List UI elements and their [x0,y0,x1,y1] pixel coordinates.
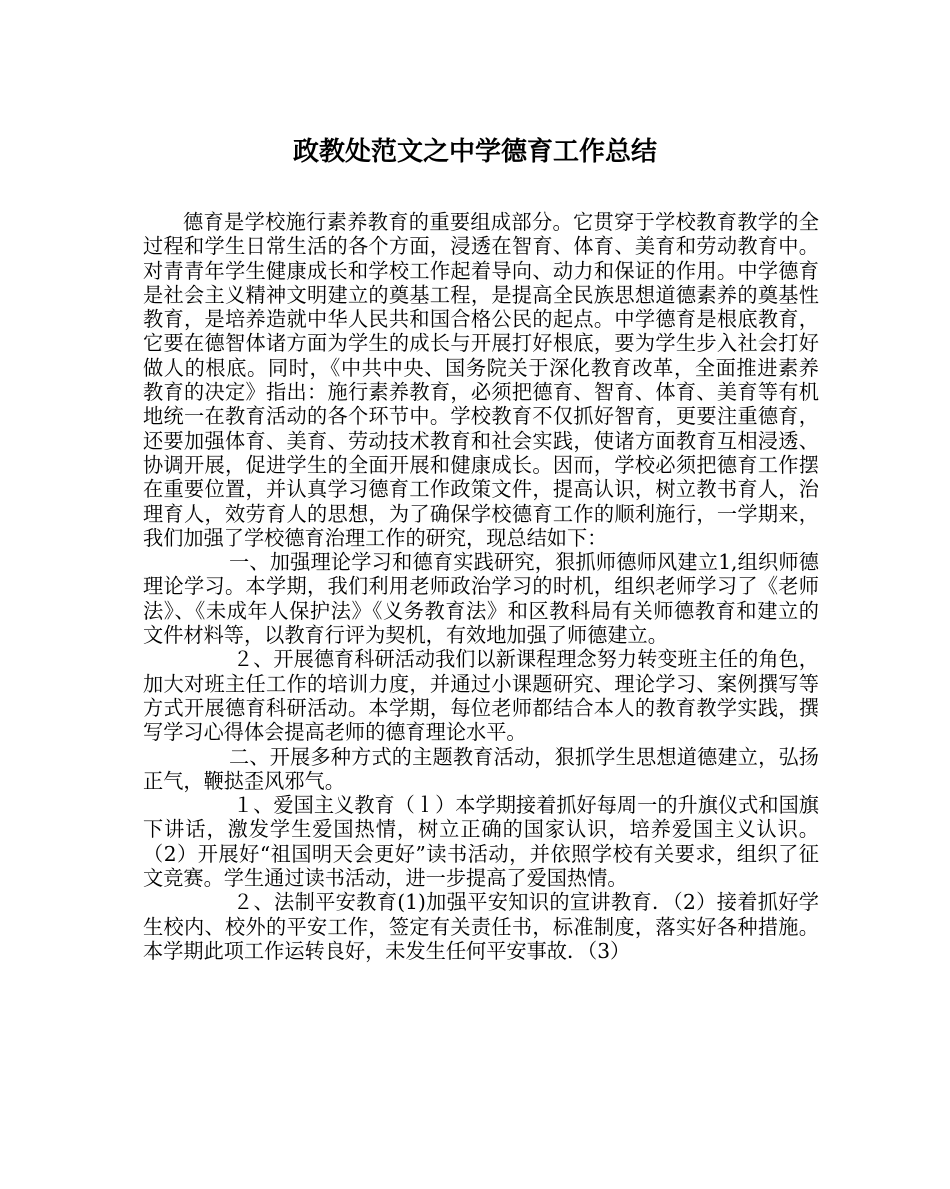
section-1-item-2-paragraph: ２、开展德育科研活动我们以新课程理念努力转变班主任的角色，加大对班主任工作的培训力度，并通过小课题研究、理论学习、案例撰写等方式开展德育科研活动。本学期，每位老师都结合本人的教育教学实践，撰写学习心得体会提高老师的德育理论水平。 [143,647,819,745]
section-2-item-2-paragraph: ２、法制平安教育(1)加强平安知识的宣讲教育．（2）接着抓好学生校内、校外的平安工作，签定有关责任书，标准制度，落实好各种措施。本学期此项工作运转良好，未发生任何平安事故．（3） [143,890,819,963]
document-body [143,210,819,963]
section-1-paragraph: 一、加强理论学习和德育实践研究，狠抓师德师风建立1,组织师德理论学习。本学期，我们利用老师政治学习的时机，组织老师学习了《老师法》、《未成年人保护法》《义务教育法》和区教科局有关师德教育和建立的文件材料等，以教育行评为契机，有效地加强了师德建立。 [143,550,819,648]
document-title: 政教处范文之中学德育工作总结 [292,137,657,167]
section-2-item-1-paragraph: １、爱国主义教育（ｌ）本学期接着抓好每周一的升旗仪式和国旗下讲话，激发学生爱国热情，树立正确的国家认识，培养爱国主义认识。（2）开展好“祖国明天会更好”读书活动，并依照学校有关要求，组织了征文竞赛。学生通过读书活动，进一步提高了爱国热情。 [143,793,819,891]
intro-paragraph: 德育是学校施行素养教育的重要组成部分。它贯穿于学校教育教学的全过程和学生日常生活的各个方面，浸透在智育、体育、美育和劳动教育中。对青青年学生健康成长和学校工作起着导向、动力和保证的作用。中学德育是社会主义精神文明建立的奠基工程，是提高全民族思想道德素养的奠基性教育，是培养造就中华人民共和国合格公民的起点。中学德育是根底教育，它要在德智体诸方面为学生的成长与开展打好根底，要为学生步入社会打好做人的根底。同时，《中共中央、国务院关于深化教育改革，全面推进素养教育的决定》指出：施行素养教育，必须把德育、智育、体育、美育等有机地统一在教育活动的各个环节中。学校教育不仅抓好智育，更要注重德育，还要加强体育、美育、劳动技术教育和社会实践，使诸方面教育互相浸透、协调开展，促进学生的全面开展和健康成长。因而，学校必须把德育工作摆在重要位置，并认真学习德育工作政策文件，提高认识，树立教书育人，治理育人，效劳育人的思想，为了确保学校德育工作的顺利施行，一学期来，我们加强了学校德育治理工作的研究，现总结如下： [143,210,819,550]
section-2-paragraph: 二、开展多种方式的主题教育活动，狠抓学生思想道德建立，弘扬正气，鞭挞歪风邪气。 [143,744,819,793]
